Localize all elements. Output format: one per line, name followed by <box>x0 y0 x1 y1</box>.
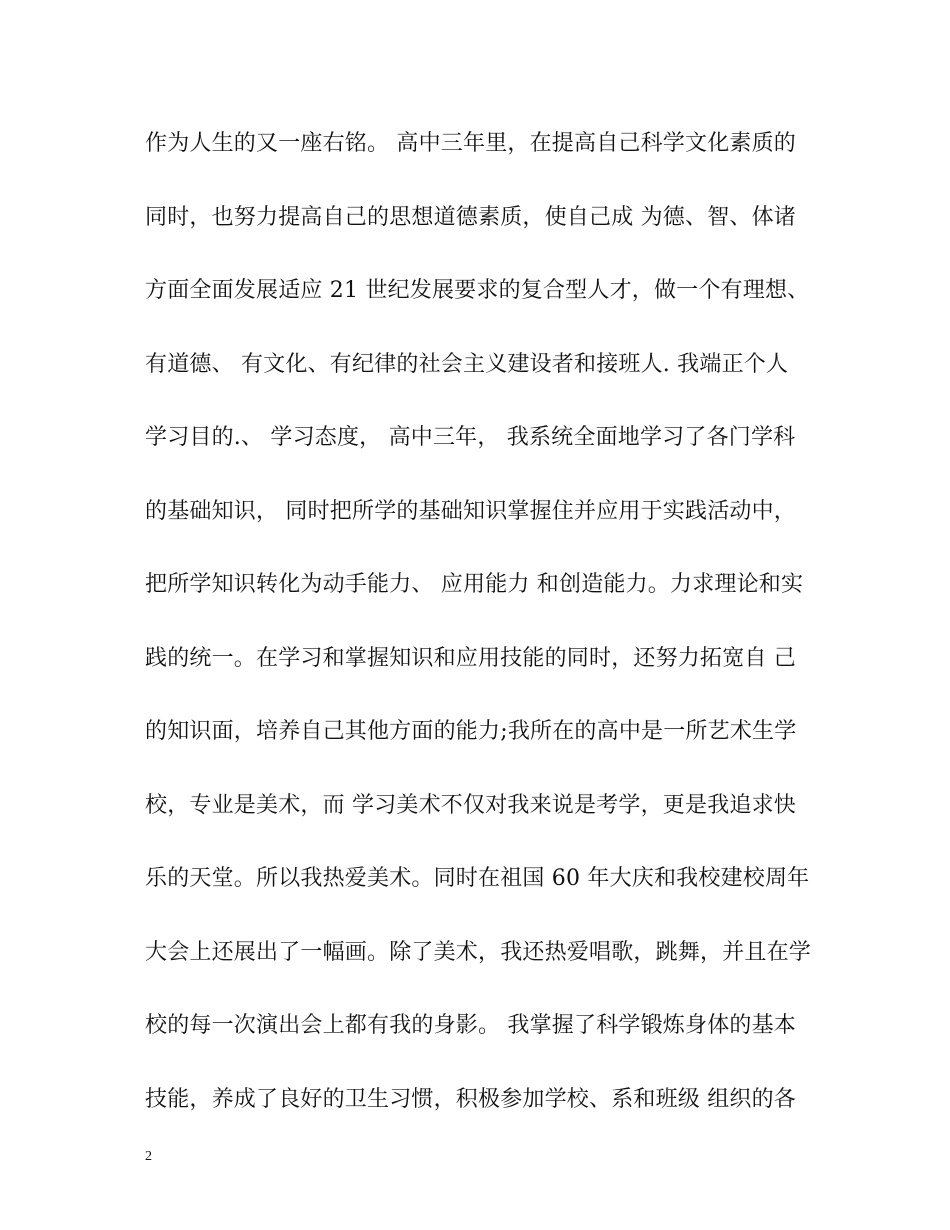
text-line: 乐的天堂。所以我热爱美术。同时在祖国 60 年大庆和我校建校周年 <box>145 866 810 891</box>
page-number: 2 <box>145 1149 152 1164</box>
text-line: 的知识面，培养自己其他方面的能力;我所在的高中是一所艺术生学 <box>145 719 797 744</box>
text-line: 把所学知识转化为动手能力、 应用能力 和创造能力。力求理论和实 <box>145 572 804 597</box>
text-line: 方面全面发展适应 21 世纪发展要求的复合型人才，做一个有理想、 <box>145 278 810 303</box>
text-line: 大会上还展出了一幅画。除了美术，我还热爱唱歌，跳舞，并且在学 <box>145 939 812 965</box>
text-line: 校，专业是美术，而 学习美术不仅对我来说是考学，更是我追求快 <box>145 792 796 818</box>
text-line: 同时，也努力提高自己的思想道德素质，使自己成 为德、智、体诸 <box>145 204 796 230</box>
text-line: 践的统一。在学习和掌握知识和应用技能的同时，还努力拓宽自 己 <box>145 645 796 671</box>
text-line: 技能，养成了良好的卫生习惯，积极参加学校、系和班级 组织的各 <box>145 1086 796 1112</box>
text-line: 作为人生的又一座右铭。 高中三年里，在提高自己科学文化素质的 <box>145 131 796 156</box>
body-text <box>145 124 812 1153</box>
text-line: 校的每一次演出会上都有我的身影。 我掌握了科学锻炼身体的基本 <box>145 1013 796 1038</box>
text-line: 学习目的.、 学习态度， 高中三年， 我系统全面地学习了各门学科 <box>145 425 796 450</box>
text-line: 有道德、 有文化、有纪律的社会主义建设者和接班人. 我端正个人 <box>145 351 789 377</box>
text-line: 的基础知识， 同时把所学的基础知识掌握住并应用于实践活动中， <box>145 498 796 524</box>
